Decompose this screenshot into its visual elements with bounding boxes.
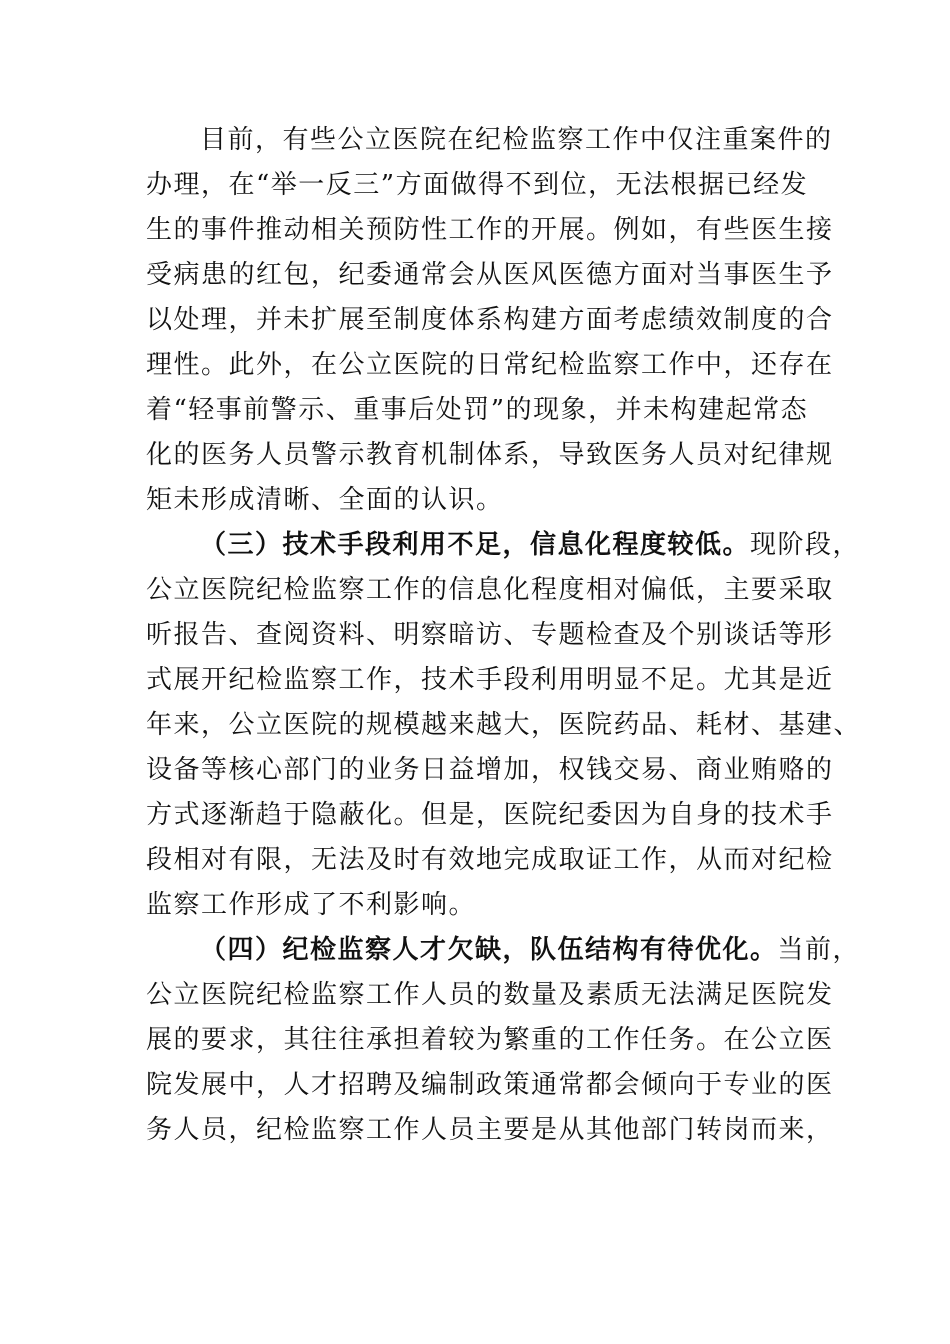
paragraph-line: 年来，公立医院的规模越来越大，医院药品、耗材、基建、 <box>146 710 862 740</box>
paragraph-line: 受病患的红包，纪委通常会从医风医德方面对当事医生予 <box>146 260 834 290</box>
paragraph-line: 监察工作形成了不利影响。 <box>146 890 477 920</box>
paragraph-line: 方式逐渐趋于隐蔽化。但是，医院纪委因为自身的技术手 <box>146 800 834 830</box>
section-heading-3: （三）技术手段利用不足，信息化程度较低。 <box>200 530 751 560</box>
paragraph-line: 听报告、查阅资料、明察暗访、专题检查及个别谈话等形 <box>146 620 834 650</box>
paragraph-line: 设备等核心部门的业务日益增加，权钱交易、商业贿赂的 <box>146 755 834 785</box>
paragraph-first-line <box>146 928 861 973</box>
heading-line-rest: 现阶段， <box>750 530 861 560</box>
section-heading-4: （四）纪检监察人才欠缺，队伍结构有待优化。 <box>200 935 778 965</box>
paragraph-line: 式展开纪检监察工作，技术手段利用明显不足。尤其是近 <box>146 665 834 695</box>
paragraph-line: 办理，在“举一反三”方面做得不到位，无法根据已经发 <box>146 170 809 200</box>
paragraph-line: 公立医院纪检监察工作人员的数量及素质无法满足医院发 <box>146 980 834 1010</box>
paragraph-line: 段相对有限，无法及时有效地完成取证工作，从而对纪检 <box>146 845 834 875</box>
paragraph-line: 院发展中，人才招聘及编制政策通常都会倾向于专业的医 <box>146 1070 834 1100</box>
paragraph-line: 目前，有些公立医院在纪检监察工作中仅注重案件的 <box>200 125 833 155</box>
paragraph-2 <box>146 523 862 928</box>
paragraph-line: 理性。此外，在公立医院的日常纪检监察工作中，还存在 <box>146 350 834 380</box>
paragraph-line: 以处理，并未扩展至制度体系构建方面考虑绩效制度的合 <box>146 305 834 335</box>
paragraph-line: 务人员，纪检监察工作人员主要是从其他部门转岗而来， <box>146 1115 834 1145</box>
paragraph-line: 矩未形成清晰、全面的认识。 <box>146 485 504 515</box>
paragraph-first-line <box>146 523 861 568</box>
document-body <box>146 118 862 1153</box>
paragraph-line: 着“轻事前警示、重事后处罚”的现象，并未构建起常态 <box>146 395 809 425</box>
paragraph-line: 化的医务人员警示教育机制体系，导致医务人员对纪律规 <box>146 440 834 470</box>
heading-line-rest: 当前， <box>777 935 861 965</box>
paragraph-3 <box>146 928 861 1153</box>
paragraph-line: 生的事件推动相关预防性工作的开展。例如，有些医生接 <box>146 215 834 245</box>
paragraph-line: 展的要求，其往往承担着较为繁重的工作任务。在公立医 <box>146 1025 834 1055</box>
paragraph-line: 公立医院纪检监察工作的信息化程度相对偏低，主要采取 <box>146 575 834 605</box>
paragraph-1 <box>146 118 834 523</box>
